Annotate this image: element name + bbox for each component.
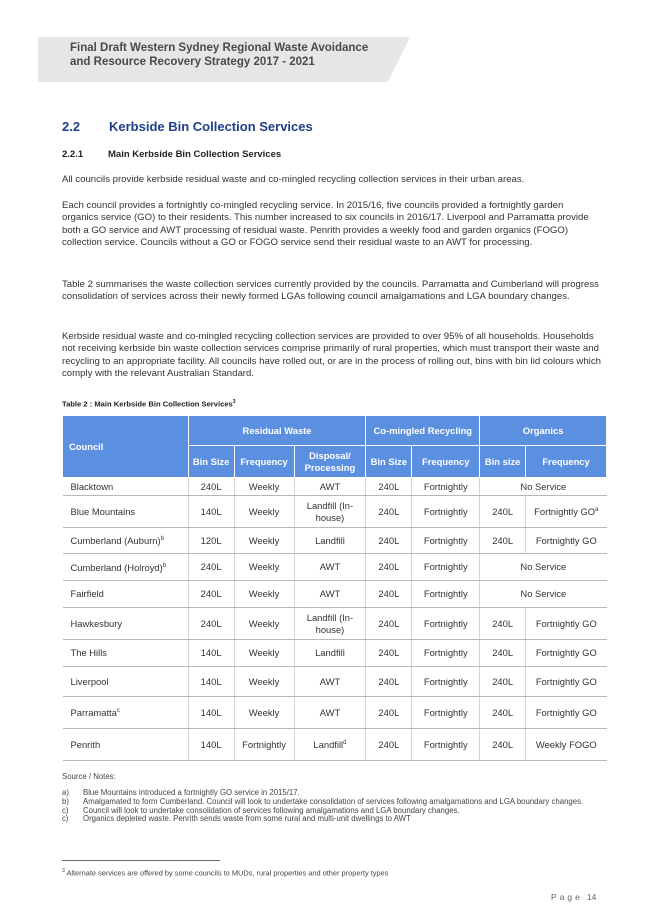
table-row — [63, 478, 607, 496]
council-name: Parramatta$^c$ — [63, 697, 189, 729]
table-row — [63, 729, 607, 761]
table-row — [63, 554, 607, 581]
residual-frequency: Weekly — [234, 640, 294, 667]
residual-bin-size: 140L — [188, 729, 234, 761]
header-frequency: Frequency — [526, 446, 607, 478]
residual-frequency: Weekly — [234, 528, 294, 554]
residual-bin-size: 140L — [188, 667, 234, 697]
organics-no-service: No Service — [480, 581, 607, 608]
note-item: c) Organics depleted waste. Penrith sends waste from some rural and multi-unit dwellings to AWT — [62, 814, 411, 824]
residual-bin-size: 120L — [188, 528, 234, 554]
organics-bin-size: 240L — [480, 496, 526, 528]
residual-processing: Landfill (In-house) — [294, 608, 366, 640]
residual-bin-size: 240L — [188, 581, 234, 608]
organics-no-service: No Service — [480, 554, 607, 581]
paragraph-2: Each council provides a fortnightly co-mingled recycling service. In 2015/16, five councils provided a fortnightly garden organics service (GO) to their residents. This number increased to six councils in 2016/17. Liverpool and Parramatta provide both a GO service and AWT processing of residual waste. Penrith provides a weekly food and garden organics (FOGO) collection service. Councils without a GO or FOGO service send their residual waste to an AWT for processing. — [62, 200, 589, 249]
organics-frequency: Fortnightly GO — [526, 640, 607, 667]
organics-frequency: Fortnightly GO — [526, 667, 607, 697]
document-title: Final Draft Western Sydney Regional Waste Avoidance and Resource Recovery Strategy 2017 - 2021 — [70, 42, 369, 68]
residual-frequency: Weekly — [234, 697, 294, 729]
recycling-frequency: Fortnightly — [412, 478, 480, 496]
table-row — [63, 581, 607, 608]
table-row — [63, 528, 607, 554]
council-name: Penrith — [63, 729, 189, 761]
residual-frequency: Weekly — [234, 554, 294, 581]
council-name: Cumberland (Holroyd)$^b$ — [63, 554, 189, 581]
paragraph-3: Table 2 summarises the waste collection services currently provided by the councils. Parramatta and Cumberland will progress consolidation of services across their newly formed LGAs following council amalgamations and LGA boundary changes. — [62, 279, 599, 303]
organics-frequency: Fortnightly GO — [526, 528, 607, 554]
recycling-bin-size: 240L — [366, 697, 412, 729]
header-frequency: Frequency — [234, 446, 294, 478]
recycling-bin-size: 240L — [366, 667, 412, 697]
recycling-frequency: Fortnightly — [412, 528, 480, 554]
recycling-frequency: Fortnightly — [412, 554, 480, 581]
residual-processing: Landfill — [294, 640, 366, 667]
recycling-frequency: Fortnightly — [412, 608, 480, 640]
organics-bin-size: 240L — [480, 608, 526, 640]
note-item: c) Council will look to undertake consolidation of services following amalgamations and LGA boundary changes. — [62, 805, 460, 815]
header-residual-waste: Residual Waste — [188, 416, 366, 446]
footnote-divider — [62, 860, 220, 861]
header-frequency: Frequency — [412, 446, 480, 478]
council-name: Blacktown — [63, 478, 189, 496]
page-number: Page 14 — [551, 892, 597, 902]
council-name: Fairfield — [63, 581, 189, 608]
residual-processing: Landfill — [294, 528, 366, 554]
residual-processing: AWT — [294, 667, 366, 697]
residual-bin-size: 140L — [188, 496, 234, 528]
header-council: Council — [63, 416, 189, 478]
residual-frequency: Weekly — [234, 496, 294, 528]
recycling-bin-size: 240L — [366, 729, 412, 761]
residual-bin-size: 240L — [188, 608, 234, 640]
table-row — [63, 496, 607, 528]
recycling-frequency: Fortnightly — [412, 729, 480, 761]
paragraph-1: All councils provide kerbside residual waste and co-mingled recycling collection services in their urban areas. — [62, 174, 525, 185]
organics-bin-size: 240L — [480, 528, 526, 554]
residual-frequency: Weekly — [234, 667, 294, 697]
residual-frequency: Weekly — [234, 608, 294, 640]
residual-frequency: Fortnightly — [234, 729, 294, 761]
recycling-bin-size: 240L — [366, 554, 412, 581]
residual-processing: AWT — [294, 478, 366, 496]
note-item: a) Blue Mountains introduced a fortnightly GO service in 2015/17. — [62, 788, 300, 797]
source-notes-label: Source / Notes: — [62, 772, 116, 781]
organics-bin-size: 240L — [480, 697, 526, 729]
residual-frequency: Weekly — [234, 581, 294, 608]
residual-processing: AWT — [294, 697, 366, 729]
organics-no-service: No Service — [480, 478, 607, 496]
council-name: Cumberland (Auburn)$^b$ — [63, 528, 189, 554]
table-row — [63, 640, 607, 667]
recycling-frequency: Fortnightly — [412, 640, 480, 667]
collection-services-table — [62, 415, 607, 761]
header-bin-size: Bin Size — [188, 446, 234, 478]
table-row — [63, 608, 607, 640]
organics-bin-size: 240L — [480, 640, 526, 667]
organics-frequency: Fortnightly $GO^a$ — [526, 496, 607, 528]
residual-bin-size: 240L — [188, 478, 234, 496]
residual-processing: Landfill$^d$ — [294, 729, 366, 761]
recycling-bin-size: 240L — [366, 640, 412, 667]
subsection-heading: 2.2.1 Main Kerbside Bin Collection Services — [62, 149, 282, 160]
header-organics: Organics — [480, 416, 607, 446]
organics-frequency: Weekly FOGO — [526, 729, 607, 761]
recycling-frequency: Fortnightly — [412, 581, 480, 608]
section-heading: 2.2 Kerbside Bin Collection Services — [62, 119, 313, 134]
header-disposal-processing: Disposal/ Processing — [294, 446, 366, 478]
residual-bin-size: 140L — [188, 697, 234, 729]
notes-list — [62, 789, 602, 824]
paragraph-4: Kerbside residual waste and co-mingled recycling collection services are provided to over 95% of all households. Households not receiving kerbside bin waste collection services comprise primarily of rural properties, which must transport their waste and recycling to an appropriate facility. All councils have rolled out, or are in the process of rolling out, bins with bin lid colours which comply with the relevant Australian Standard. — [62, 331, 601, 380]
organics-frequency: Fortnightly GO — [526, 608, 607, 640]
recycling-frequency: Fortnightly — [412, 697, 480, 729]
recycling-bin-size: 240L — [366, 528, 412, 554]
table-row — [63, 667, 607, 697]
residual-processing: Landfill (In-house) — [294, 496, 366, 528]
council-name: Blue Mountains — [63, 496, 189, 528]
footnote: $^3$ Alternate services are offered by some councils to MUDs, rural properties and other property types — [62, 868, 389, 878]
table-caption: Table 2 : Main Kerbside Bin Collection Services$^3$ — [62, 399, 236, 409]
council-name: Hawkesbury — [63, 608, 189, 640]
note-item: b) Amalgamated to form Cumberland. Council will look to undertake consolidation of services following amalgamations and LGA boundary changes. — [62, 796, 584, 806]
header-bin-size: Bin size — [480, 446, 526, 478]
organics-frequency: Fortnightly GO — [526, 697, 607, 729]
organics-bin-size: 240L — [480, 667, 526, 697]
residual-bin-size: 240L — [188, 554, 234, 581]
recycling-bin-size: 240L — [366, 581, 412, 608]
organics-bin-size: 240L — [480, 729, 526, 761]
residual-bin-size: 140L — [188, 640, 234, 667]
residual-processing: AWT — [294, 554, 366, 581]
recycling-bin-size: 240L — [366, 478, 412, 496]
recycling-frequency: Fortnightly — [412, 667, 480, 697]
recycling-bin-size: 240L — [366, 608, 412, 640]
residual-processing: AWT — [294, 581, 366, 608]
recycling-frequency: Fortnightly — [412, 496, 480, 528]
council-name: The Hills — [63, 640, 189, 667]
recycling-bin-size: 240L — [366, 496, 412, 528]
header-comingled-recycling: Co-mingled Recycling — [366, 416, 480, 446]
header-bin-size: Bin Size — [366, 446, 412, 478]
table-row — [63, 697, 607, 729]
council-name: Liverpool — [63, 667, 189, 697]
residual-frequency: Weekly — [234, 478, 294, 496]
